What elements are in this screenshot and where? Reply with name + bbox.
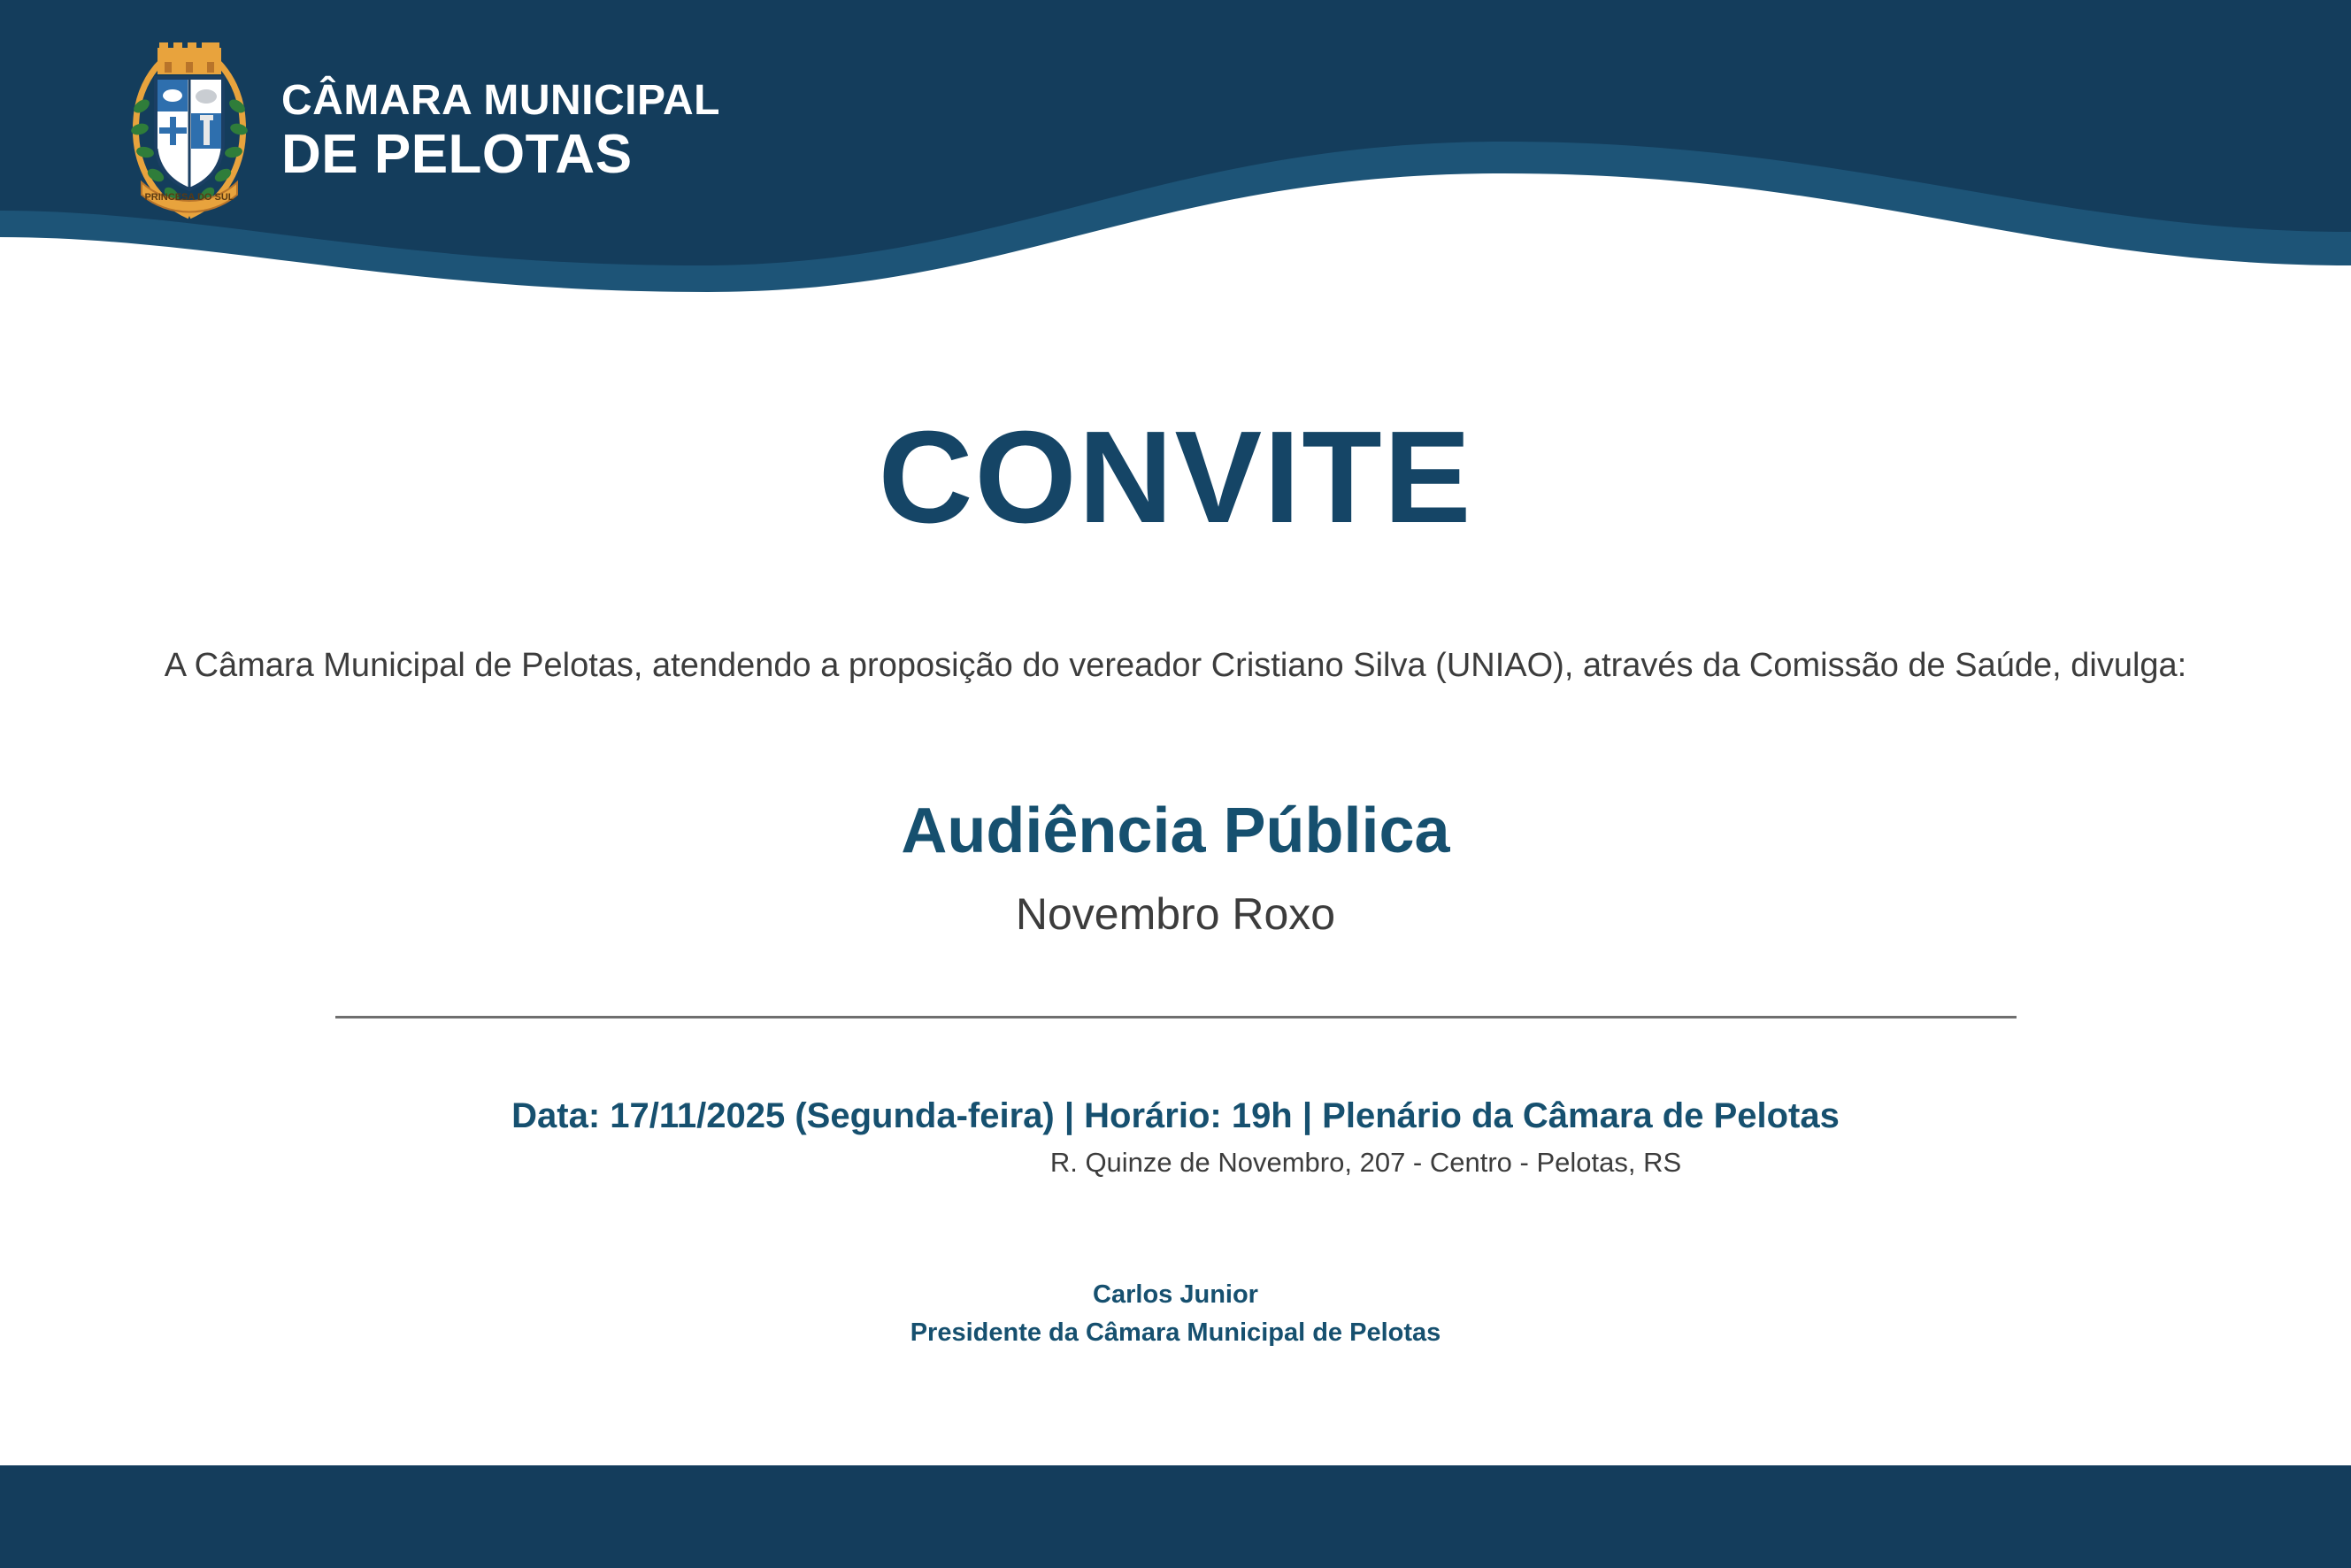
event-details: Data: 17/11/2025 (Segunda-feira) | Horário: 19h | Plenário da Câmara de Pelotas bbox=[511, 1095, 1840, 1135]
brand-text bbox=[281, 77, 720, 185]
svg-text:PRINCESA DO SUL: PRINCESA DO SUL bbox=[144, 192, 234, 203]
footer-band bbox=[0, 1465, 2351, 1568]
signature-name: Carlos Junior bbox=[1093, 1280, 1258, 1309]
brand-lockup bbox=[122, 42, 720, 219]
coat-of-arms-icon bbox=[122, 42, 257, 219]
event-address: R. Quinze de Novembro, 207 - Centro - Pelotas, RS bbox=[1049, 1146, 1682, 1178]
event-name: Audiência Pública bbox=[901, 795, 1450, 866]
brand-line-1: CÂMARA MUNICIPAL bbox=[281, 77, 720, 124]
intro-paragraph: A Câmara Municipal de Pelotas, atendendo a proposição do vereador Cristiano Silva (UNIAO), através da Comissão de Saúde, divulga: bbox=[164, 647, 2187, 684]
signature-block bbox=[0, 1276, 2351, 1353]
page-title: CONVITE bbox=[878, 404, 1473, 550]
section-divider bbox=[335, 1016, 2017, 1018]
document-body bbox=[0, 354, 2351, 1451]
signature-role: Presidente da Câmara Municipal de Pelotas bbox=[910, 1318, 1441, 1348]
brand-line-2: DE PELOTAS bbox=[281, 124, 633, 185]
header-band bbox=[0, 0, 2351, 354]
event-subtitle: Novembro Roxo bbox=[1015, 888, 1336, 939]
